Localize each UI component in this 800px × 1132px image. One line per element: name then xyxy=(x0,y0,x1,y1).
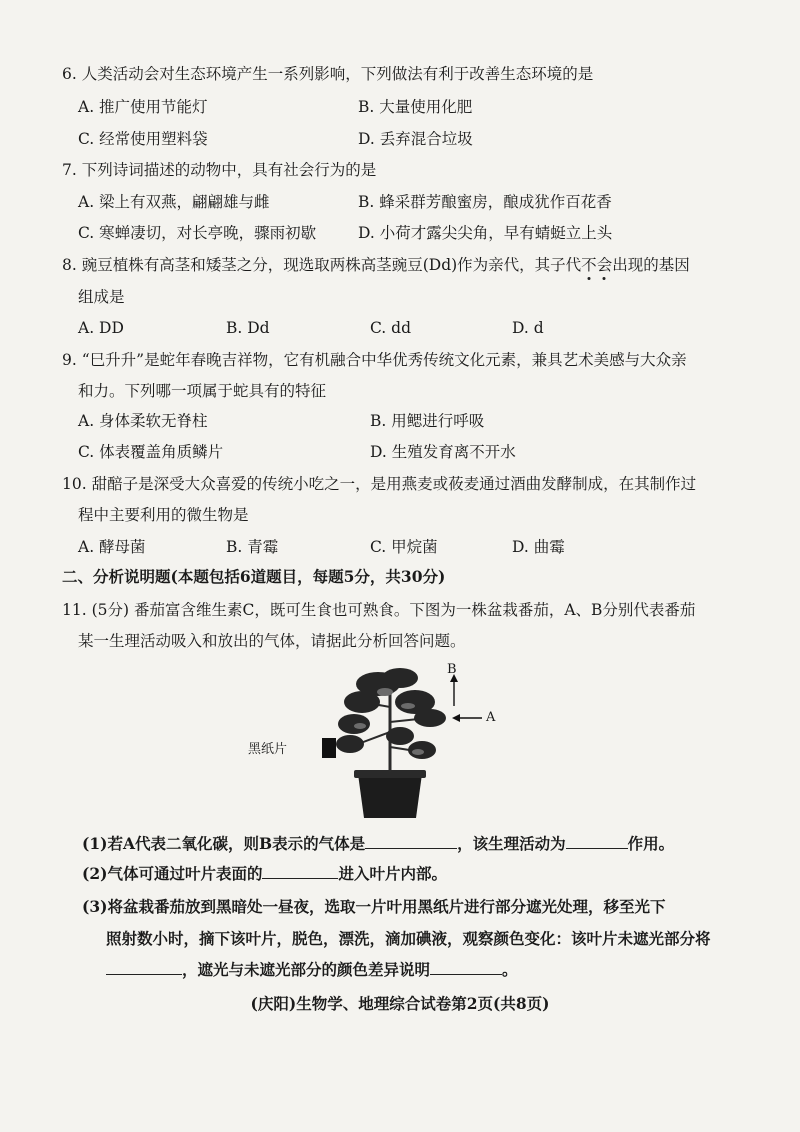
q7-stem: 7. 下列诗词描述的动物中，具有社会行为的是 xyxy=(62,161,377,179)
section-heading: 二、分析说明题(本题包括6道题目，每题5分，共30分) xyxy=(62,567,446,586)
q10-stem: 10. 甜醅子是深受大众喜爱的传统小吃之一，是用燕麦或莜麦通过酒曲发酵制成，在其制作过 xyxy=(62,475,697,493)
answer-blank-structure[interactable] xyxy=(262,864,338,879)
arrow-left-icon xyxy=(452,714,460,722)
tomato-plant-figure xyxy=(250,662,510,822)
label-b: B xyxy=(447,662,457,677)
q9-option-b: B. 用鳃进行呼吸 xyxy=(370,412,485,430)
q8-option-d: D. d xyxy=(512,319,544,337)
q6-option-c: C. 经常使用塑料袋 xyxy=(78,130,208,148)
q11-part1-text-b: ，该生理活动为 xyxy=(457,834,566,853)
q11-stem: 11. (5分) 番茄富含维生素C，既可生食也可熟食。下图为一株盆栽番茄，A、B分别代表番茄 xyxy=(62,601,696,619)
q9-option-a: A. 身体柔软无脊柱 xyxy=(78,412,208,430)
q9-stem: 9. “巳升升”是蛇年春晚吉祥物，它有机融合中华优秀传统文化元素，兼具艺术美感与大众亲 xyxy=(62,351,687,369)
q6-option-a: A. 推广使用节能灯 xyxy=(78,98,208,116)
answer-blank-color[interactable] xyxy=(106,960,182,975)
q11-part1 xyxy=(82,834,674,854)
page-footer: (庆阳)生物学、地理综合试卷第2页(共8页) xyxy=(250,994,550,1013)
q8-emphasis-1: 不 xyxy=(581,256,597,274)
q7-option-b: B. 蜂采群芳酿蜜房，酿成犹作百花香 xyxy=(358,193,612,211)
q11-part1-text-c: 作用。 xyxy=(627,834,675,853)
q10-option-d: D. 曲霉 xyxy=(512,538,565,556)
q11-part3-line2: 照射数小时，摘下该叶片，脱色，漂洗，滴加碘液，观察颜色变化：该叶片未遮光部分将 xyxy=(106,929,711,948)
answer-blank-gas[interactable] xyxy=(365,834,457,849)
q8-option-c: C. dd xyxy=(370,319,412,337)
black-paper-icon xyxy=(322,738,336,758)
answer-blank-conclusion[interactable] xyxy=(430,960,502,975)
q7-option-d: D. 小荷才露尖尖角，早有蜻蜓立上头 xyxy=(358,224,613,242)
q8-stem xyxy=(62,255,690,275)
q8-stem-line2: 组成是 xyxy=(78,288,125,306)
q11-part1-text-a: (1)若A代表二氧化碳，则B表示的气体是 xyxy=(82,834,366,853)
q8-stem-part1: 8. 豌豆植株有高茎和矮茎之分，现选取两株高茎豌豆(Dd)作为亲代，其子代 xyxy=(62,256,582,274)
q10-option-b: B. 青霉 xyxy=(226,538,279,556)
q8-emphasis-2: 会 xyxy=(596,256,613,274)
q8-option-a: A. DD xyxy=(78,319,124,337)
pot-icon xyxy=(358,774,422,818)
q10-option-c: C. 甲烷菌 xyxy=(370,538,438,556)
q11-part3-text-b: 。 xyxy=(502,960,518,979)
tomato-plant-illustration xyxy=(250,662,510,822)
q10-stem-line2: 程中主要利用的微生物是 xyxy=(78,506,249,524)
q11-part3-line1: (3)将盆栽番茄放到黑暗处一昼夜，选取一片叶用黑纸片进行部分遮光处理，移至光下 xyxy=(82,897,666,916)
q11-part2 xyxy=(82,864,447,884)
q11-stem-line2: 某一生理活动吸入和放出的气体，请据此分析回答问题。 xyxy=(78,632,466,650)
q6-option-d: D. 丢弃混合垃圾 xyxy=(358,130,473,148)
q9-option-c: C. 体表覆盖角质鳞片 xyxy=(78,443,224,461)
label-black-paper: 黑纸片 xyxy=(248,742,288,757)
q11-part3-line3 xyxy=(106,960,518,980)
answer-blank-process[interactable] xyxy=(566,834,628,849)
q10-option-a: A. 酵母菌 xyxy=(78,538,146,556)
q8-stem-part2: 出现的基因 xyxy=(612,256,690,274)
q7-option-c: C. 寒蝉凄切，对长亭晚，骤雨初歇 xyxy=(78,224,317,242)
q6-option-b: B. 大量使用化肥 xyxy=(358,98,473,116)
q6-stem: 6. 人类活动会对生态环境产生一系列影响，下列做法有利于改善生态环境的是 xyxy=(62,65,594,83)
label-a: A xyxy=(486,710,496,725)
q7-option-a: A. 梁上有双燕，翩翩雄与雌 xyxy=(78,193,270,211)
q9-stem-line2: 和力。下列哪一项属于蛇具有的特征 xyxy=(78,382,327,400)
q9-option-d: D. 生殖发育离不开水 xyxy=(370,443,516,461)
q11-part2-text-b: 进入叶片内部。 xyxy=(338,864,447,883)
q11-part3-text-a: ，遮光与未遮光部分的颜色差异说明 xyxy=(182,960,431,979)
q8-option-b: B. Dd xyxy=(226,319,270,337)
q11-part2-text-a: (2)气体可通过叶片表面的 xyxy=(82,864,263,883)
